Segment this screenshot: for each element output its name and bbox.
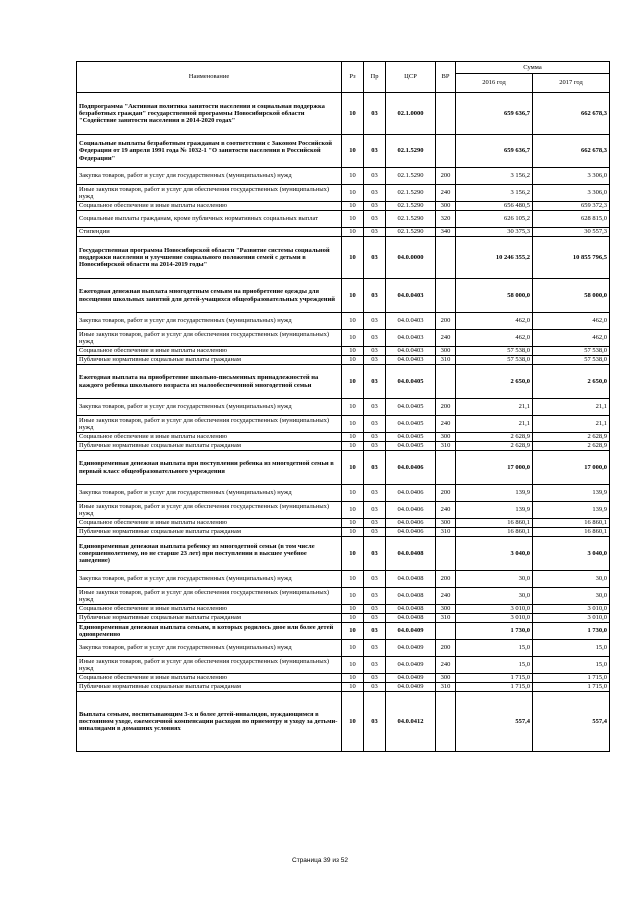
cell-name: Закупка товаров, работ и услуг для государственных (муниципальных) нужд <box>77 640 342 657</box>
cell-vr: 320 <box>436 211 456 228</box>
cell-vr: 200 <box>436 168 456 185</box>
cell-csr: 04.0.0406 <box>386 519 436 528</box>
cell-csr: 02.1.5290 <box>386 185 436 202</box>
cell-2017: 16 860,1 <box>533 519 610 528</box>
cell-pr: 03 <box>364 674 386 683</box>
cell-2017: 557,4 <box>533 692 610 752</box>
cell-2017: 21,1 <box>533 416 610 433</box>
cell-rz: 10 <box>342 657 364 674</box>
cell-csr: 04.0.0405 <box>386 433 436 442</box>
table-row <box>77 485 610 502</box>
cell-vr <box>436 135 456 168</box>
cell-rz: 10 <box>342 683 364 692</box>
cell-name: Социальные выплаты безработным гражданам в соответствии с Законом Российской Федерации от 19 апреля 1991 года № 1032-1 "О занятости населения в Российской Федерации" <box>77 135 342 168</box>
cell-name: Публичные нормативные социальные выплаты гражданам <box>77 356 342 365</box>
cell-2017: 3 040,0 <box>533 537 610 571</box>
cell-rz: 10 <box>342 519 364 528</box>
cell-2016: 557,4 <box>456 692 533 752</box>
cell-name: Иные закупки товаров, работ и услуг для обеспечения государственных (муниципальных) нужд <box>77 588 342 605</box>
cell-csr: 04.0.0408 <box>386 614 436 623</box>
table-row <box>77 347 610 356</box>
header-2017: 2017 год <box>533 74 610 93</box>
cell-pr: 03 <box>364 528 386 537</box>
cell-vr: 300 <box>436 347 456 356</box>
cell-2017: 462,0 <box>533 313 610 330</box>
cell-2017: 30 557,3 <box>533 228 610 237</box>
cell-vr: 300 <box>436 605 456 614</box>
cell-rz: 10 <box>342 605 364 614</box>
cell-pr: 03 <box>364 279 386 313</box>
budget-table <box>76 61 610 752</box>
cell-pr: 03 <box>364 356 386 365</box>
table-row <box>77 519 610 528</box>
cell-vr <box>436 451 456 485</box>
cell-pr: 03 <box>364 623 386 640</box>
cell-2016: 1 730,0 <box>456 623 533 640</box>
cell-vr: 240 <box>436 502 456 519</box>
cell-rz: 10 <box>342 692 364 752</box>
cell-2017: 10 855 796,5 <box>533 237 610 279</box>
header-csr: ЦСР <box>386 62 436 93</box>
cell-vr: 240 <box>436 185 456 202</box>
cell-pr: 03 <box>364 537 386 571</box>
cell-2017: 15,0 <box>533 640 610 657</box>
cell-vr <box>436 692 456 752</box>
cell-2016: 30,0 <box>456 588 533 605</box>
cell-2016: 3 010,0 <box>456 605 533 614</box>
table-row <box>77 185 610 202</box>
table-row <box>77 571 610 588</box>
header-pr: Пр <box>364 62 386 93</box>
cell-2016: 659 636,7 <box>456 93 533 135</box>
cell-rz: 10 <box>342 399 364 416</box>
cell-rz: 10 <box>342 185 364 202</box>
cell-name: Публичные нормативные социальные выплаты гражданам <box>77 442 342 451</box>
cell-2016: 3 156,2 <box>456 168 533 185</box>
cell-rz: 10 <box>342 365 364 399</box>
cell-vr: 240 <box>436 657 456 674</box>
cell-pr: 03 <box>364 640 386 657</box>
cell-name: Единовременная денежная выплата при поступлении ребенка из многодетной семьи в первый класс общеобразовательного учреждения <box>77 451 342 485</box>
cell-csr: 04.0.0409 <box>386 674 436 683</box>
cell-pr: 03 <box>364 614 386 623</box>
table-row <box>77 451 610 485</box>
cell-2017: 57 538,0 <box>533 347 610 356</box>
cell-name: Публичные нормативные социальные выплаты гражданам <box>77 683 342 692</box>
header-sum: Сумма <box>456 62 610 74</box>
cell-vr: 200 <box>436 399 456 416</box>
cell-vr <box>436 237 456 279</box>
cell-2017: 21,1 <box>533 399 610 416</box>
table-row <box>77 528 610 537</box>
cell-name: Единовременная денежная выплата семьям, в которых родилось двое или более детей одновременно <box>77 623 342 640</box>
cell-2016: 21,1 <box>456 399 533 416</box>
cell-pr: 03 <box>364 93 386 135</box>
cell-2017: 1 715,0 <box>533 683 610 692</box>
cell-csr: 02.1.0000 <box>386 93 436 135</box>
cell-csr: 04.0.0406 <box>386 528 436 537</box>
table-row <box>77 93 610 135</box>
cell-pr: 03 <box>364 657 386 674</box>
cell-vr: 310 <box>436 442 456 451</box>
cell-pr: 03 <box>364 605 386 614</box>
cell-name: Иные закупки товаров, работ и услуг для обеспечения государственных (муниципальных) нужд <box>77 416 342 433</box>
cell-csr: 04.0.0409 <box>386 640 436 657</box>
cell-2016: 2 650,0 <box>456 365 533 399</box>
cell-rz: 10 <box>342 442 364 451</box>
cell-2017: 2 628,9 <box>533 442 610 451</box>
cell-name: Закупка товаров, работ и услуг для государственных (муниципальных) нужд <box>77 485 342 502</box>
cell-pr: 03 <box>364 330 386 347</box>
cell-csr: 04.0.0406 <box>386 502 436 519</box>
cell-pr: 03 <box>364 692 386 752</box>
cell-vr: 300 <box>436 519 456 528</box>
cell-vr: 340 <box>436 228 456 237</box>
cell-csr: 02.1.5290 <box>386 228 436 237</box>
table-row <box>77 433 610 442</box>
cell-2017: 2 628,9 <box>533 433 610 442</box>
cell-csr: 04.0.0408 <box>386 537 436 571</box>
cell-csr: 04.0.0403 <box>386 313 436 330</box>
cell-2016: 2 628,9 <box>456 442 533 451</box>
cell-2017: 16 860,1 <box>533 528 610 537</box>
cell-2017: 1 730,0 <box>533 623 610 640</box>
cell-vr <box>436 623 456 640</box>
cell-rz: 10 <box>342 279 364 313</box>
cell-pr: 03 <box>364 135 386 168</box>
cell-2016: 10 246 355,2 <box>456 237 533 279</box>
cell-name: Ежегодная выплата на приобретение школьно-письменных принадлежностей на каждого ребенка школьного возраста из малообеспеченной многодетной семьи <box>77 365 342 399</box>
cell-name: Государственная программа Новосибирской области "Развитие системы социальной поддержки населения и улучшение социального положения семей с детьми в Новосибирской области на 2014-2019 годы" <box>77 237 342 279</box>
cell-rz: 10 <box>342 416 364 433</box>
cell-2017: 15,0 <box>533 657 610 674</box>
cell-vr: 310 <box>436 528 456 537</box>
cell-2017: 3 306,0 <box>533 185 610 202</box>
table-row <box>77 313 610 330</box>
cell-csr: 02.1.5290 <box>386 202 436 211</box>
cell-2016: 2 628,9 <box>456 433 533 442</box>
cell-pr: 03 <box>364 237 386 279</box>
cell-pr: 03 <box>364 202 386 211</box>
cell-rz: 10 <box>342 433 364 442</box>
cell-pr: 03 <box>364 399 386 416</box>
cell-name: Подпрограмма "Активная политика занятости населения и социальная поддержка безработных граждан" государственной программы Новосибирской области "Содействие занятости населения в 2014-2020 годах" <box>77 93 342 135</box>
cell-rz: 10 <box>342 330 364 347</box>
cell-pr: 03 <box>364 185 386 202</box>
cell-csr: 04.0.0408 <box>386 571 436 588</box>
cell-2016: 21,1 <box>456 416 533 433</box>
cell-rz: 10 <box>342 451 364 485</box>
cell-pr: 03 <box>364 442 386 451</box>
cell-pr: 03 <box>364 313 386 330</box>
cell-rz: 10 <box>342 347 364 356</box>
cell-2016: 656 480,5 <box>456 202 533 211</box>
cell-2016: 17 000,0 <box>456 451 533 485</box>
cell-csr: 02.1.5290 <box>386 135 436 168</box>
cell-2016: 462,0 <box>456 313 533 330</box>
cell-2016: 30 375,3 <box>456 228 533 237</box>
page-footer: Страница 39 из 52 <box>292 857 348 864</box>
cell-rz: 10 <box>342 211 364 228</box>
cell-2016: 3 156,2 <box>456 185 533 202</box>
cell-csr: 04.0.0403 <box>386 279 436 313</box>
cell-csr: 04.0.0408 <box>386 605 436 614</box>
cell-name: Закупка товаров, работ и услуг для государственных (муниципальных) нужд <box>77 399 342 416</box>
cell-name: Публичные нормативные социальные выплаты гражданам <box>77 528 342 537</box>
cell-2016: 139,9 <box>456 485 533 502</box>
cell-pr: 03 <box>364 451 386 485</box>
cell-name: Иные закупки товаров, работ и услуг для обеспечения государственных (муниципальных) нужд <box>77 185 342 202</box>
header-name: Наименование <box>77 62 342 93</box>
cell-2016: 139,9 <box>456 502 533 519</box>
cell-rz: 10 <box>342 93 364 135</box>
cell-vr: 300 <box>436 433 456 442</box>
cell-2016: 462,0 <box>456 330 533 347</box>
cell-pr: 03 <box>364 433 386 442</box>
cell-2016: 57 538,0 <box>456 356 533 365</box>
cell-2016: 16 860,1 <box>456 528 533 537</box>
cell-2017: 139,9 <box>533 502 610 519</box>
table-row <box>77 502 610 519</box>
cell-name: Иные закупки товаров, работ и услуг для обеспечения государственных (муниципальных) нужд <box>77 330 342 347</box>
table-row <box>77 416 610 433</box>
cell-pr: 03 <box>364 588 386 605</box>
cell-rz: 10 <box>342 537 364 571</box>
cell-csr: 04.0.0000 <box>386 237 436 279</box>
cell-2016: 3 010,0 <box>456 614 533 623</box>
table-row <box>77 135 610 168</box>
cell-vr: 240 <box>436 416 456 433</box>
cell-rz: 10 <box>342 640 364 657</box>
cell-2016: 30,0 <box>456 571 533 588</box>
cell-name: Закупка товаров, работ и услуг для государственных (муниципальных) нужд <box>77 313 342 330</box>
cell-csr: 04.0.0409 <box>386 657 436 674</box>
cell-2016: 16 860,1 <box>456 519 533 528</box>
cell-pr: 03 <box>364 365 386 399</box>
cell-name: Единовременная денежная выплата ребенку из многодетной семьи (в том числе совершеннолетнему, но не старше 23 лет) при поступлении в высшее учебное заведение) <box>77 537 342 571</box>
cell-pr: 03 <box>364 211 386 228</box>
cell-name: Публичные нормативные социальные выплаты гражданам <box>77 614 342 623</box>
cell-rz: 10 <box>342 571 364 588</box>
table-row <box>77 330 610 347</box>
table-body <box>77 93 610 752</box>
cell-name: Ежегодная денежная выплата многодетным семьям на приобретение одежды для посещения школьных занятий для детей-учащихся общеобразовательных учреждений <box>77 279 342 313</box>
cell-2017: 3 010,0 <box>533 614 610 623</box>
table-row <box>77 657 610 674</box>
cell-vr: 310 <box>436 614 456 623</box>
cell-name: Социальное обеспечение и иные выплаты населению <box>77 433 342 442</box>
cell-2017: 17 000,0 <box>533 451 610 485</box>
cell-2017: 659 372,3 <box>533 202 610 211</box>
table-row <box>77 279 610 313</box>
table-row <box>77 683 610 692</box>
cell-pr: 03 <box>364 683 386 692</box>
table-row <box>77 640 610 657</box>
cell-name: Закупка товаров, работ и услуг для государственных (муниципальных) нужд <box>77 168 342 185</box>
table-row <box>77 399 610 416</box>
cell-2017: 462,0 <box>533 330 610 347</box>
cell-csr: 04.0.0409 <box>386 683 436 692</box>
cell-csr: 02.1.5290 <box>386 168 436 185</box>
cell-2016: 3 040,0 <box>456 537 533 571</box>
cell-2017: 58 000,0 <box>533 279 610 313</box>
cell-vr: 240 <box>436 588 456 605</box>
cell-pr: 03 <box>364 571 386 588</box>
table-row <box>77 211 610 228</box>
cell-pr: 03 <box>364 485 386 502</box>
cell-vr <box>436 365 456 399</box>
cell-vr: 310 <box>436 356 456 365</box>
cell-rz: 10 <box>342 485 364 502</box>
cell-2016: 659 636,7 <box>456 135 533 168</box>
cell-rz: 10 <box>342 614 364 623</box>
table-row <box>77 537 610 571</box>
cell-name: Иные закупки товаров, работ и услуг для обеспечения государственных (муниципальных) нужд <box>77 657 342 674</box>
cell-name: Социальное обеспечение и иные выплаты населению <box>77 202 342 211</box>
header-2016: 2016 год <box>456 74 533 93</box>
cell-csr: 04.0.0405 <box>386 442 436 451</box>
cell-pr: 03 <box>364 347 386 356</box>
cell-pr: 03 <box>364 502 386 519</box>
cell-rz: 10 <box>342 588 364 605</box>
cell-rz: 10 <box>342 135 364 168</box>
cell-vr: 300 <box>436 674 456 683</box>
cell-vr <box>436 93 456 135</box>
cell-2017: 662 678,3 <box>533 135 610 168</box>
cell-vr: 200 <box>436 485 456 502</box>
table-row <box>77 442 610 451</box>
table-row <box>77 365 610 399</box>
cell-rz: 10 <box>342 237 364 279</box>
cell-2017: 2 650,0 <box>533 365 610 399</box>
cell-2017: 30,0 <box>533 588 610 605</box>
cell-csr: 04.0.0409 <box>386 623 436 640</box>
cell-csr: 02.1.5290 <box>386 211 436 228</box>
cell-csr: 04.0.0405 <box>386 365 436 399</box>
table-row <box>77 588 610 605</box>
cell-vr: 200 <box>436 313 456 330</box>
cell-name: Социальное обеспечение и иные выплаты населению <box>77 605 342 614</box>
cell-vr: 200 <box>436 640 456 657</box>
cell-vr <box>436 537 456 571</box>
cell-vr <box>436 279 456 313</box>
cell-csr: 04.0.0408 <box>386 588 436 605</box>
cell-2017: 628 815,0 <box>533 211 610 228</box>
cell-pr: 03 <box>364 228 386 237</box>
cell-pr: 03 <box>364 168 386 185</box>
table-row <box>77 168 610 185</box>
cell-csr: 04.0.0406 <box>386 485 436 502</box>
cell-csr: 04.0.0405 <box>386 416 436 433</box>
cell-name: Выплата семьям, воспитывающим 3-х и более детей-инвалидов, нуждающимся в постоянном уходе, ежемесячной компенсации расходов по приемотру и уходу за детьми-инвалидами в домашних условиях <box>77 692 342 752</box>
cell-2016: 626 105,2 <box>456 211 533 228</box>
cell-rz: 10 <box>342 313 364 330</box>
cell-csr: 04.0.0412 <box>386 692 436 752</box>
cell-2017: 3 306,0 <box>533 168 610 185</box>
cell-csr: 04.0.0403 <box>386 347 436 356</box>
cell-rz: 10 <box>342 528 364 537</box>
cell-name: Социальное обеспечение и иные выплаты населению <box>77 674 342 683</box>
cell-2017: 30,0 <box>533 571 610 588</box>
cell-pr: 03 <box>364 519 386 528</box>
table-row <box>77 202 610 211</box>
table-row <box>77 237 610 279</box>
cell-2016: 1 715,0 <box>456 683 533 692</box>
header-vr: ВР <box>436 62 456 93</box>
cell-rz: 10 <box>342 228 364 237</box>
table-row <box>77 692 610 752</box>
cell-rz: 10 <box>342 356 364 365</box>
header-rz: Рз <box>342 62 364 93</box>
cell-vr: 200 <box>436 571 456 588</box>
cell-pr: 03 <box>364 416 386 433</box>
cell-2016: 57 538,0 <box>456 347 533 356</box>
cell-2017: 139,9 <box>533 485 610 502</box>
table-row <box>77 228 610 237</box>
cell-csr: 04.0.0403 <box>386 356 436 365</box>
cell-name: Закупка товаров, работ и услуг для государственных (муниципальных) нужд <box>77 571 342 588</box>
cell-rz: 10 <box>342 623 364 640</box>
cell-vr: 310 <box>436 683 456 692</box>
cell-2017: 3 010,0 <box>533 605 610 614</box>
table-row <box>77 356 610 365</box>
cell-name: Стипендии <box>77 228 342 237</box>
cell-2017: 1 715,0 <box>533 674 610 683</box>
cell-csr: 04.0.0405 <box>386 399 436 416</box>
cell-2016: 15,0 <box>456 640 533 657</box>
cell-rz: 10 <box>342 168 364 185</box>
cell-rz: 10 <box>342 674 364 683</box>
cell-vr: 300 <box>436 202 456 211</box>
cell-name: Иные закупки товаров, работ и услуг для обеспечения государственных (муниципальных) нужд <box>77 502 342 519</box>
table-row <box>77 614 610 623</box>
cell-rz: 10 <box>342 502 364 519</box>
cell-2016: 15,0 <box>456 657 533 674</box>
cell-csr: 04.0.0406 <box>386 451 436 485</box>
table-row <box>77 674 610 683</box>
cell-csr: 04.0.0403 <box>386 330 436 347</box>
cell-vr: 240 <box>436 330 456 347</box>
table-row <box>77 605 610 614</box>
cell-name: Социальное обеспечение и иные выплаты населению <box>77 519 342 528</box>
cell-2017: 57 538,0 <box>533 356 610 365</box>
cell-rz: 10 <box>342 202 364 211</box>
cell-2016: 58 000,0 <box>456 279 533 313</box>
cell-2017: 662 678,3 <box>533 93 610 135</box>
cell-name: Социальное обеспечение и иные выплаты населению <box>77 347 342 356</box>
table-row <box>77 623 610 640</box>
cell-name: Социальные выплаты гражданам, кроме публичных нормативных социальных выплат <box>77 211 342 228</box>
cell-2016: 1 715,0 <box>456 674 533 683</box>
